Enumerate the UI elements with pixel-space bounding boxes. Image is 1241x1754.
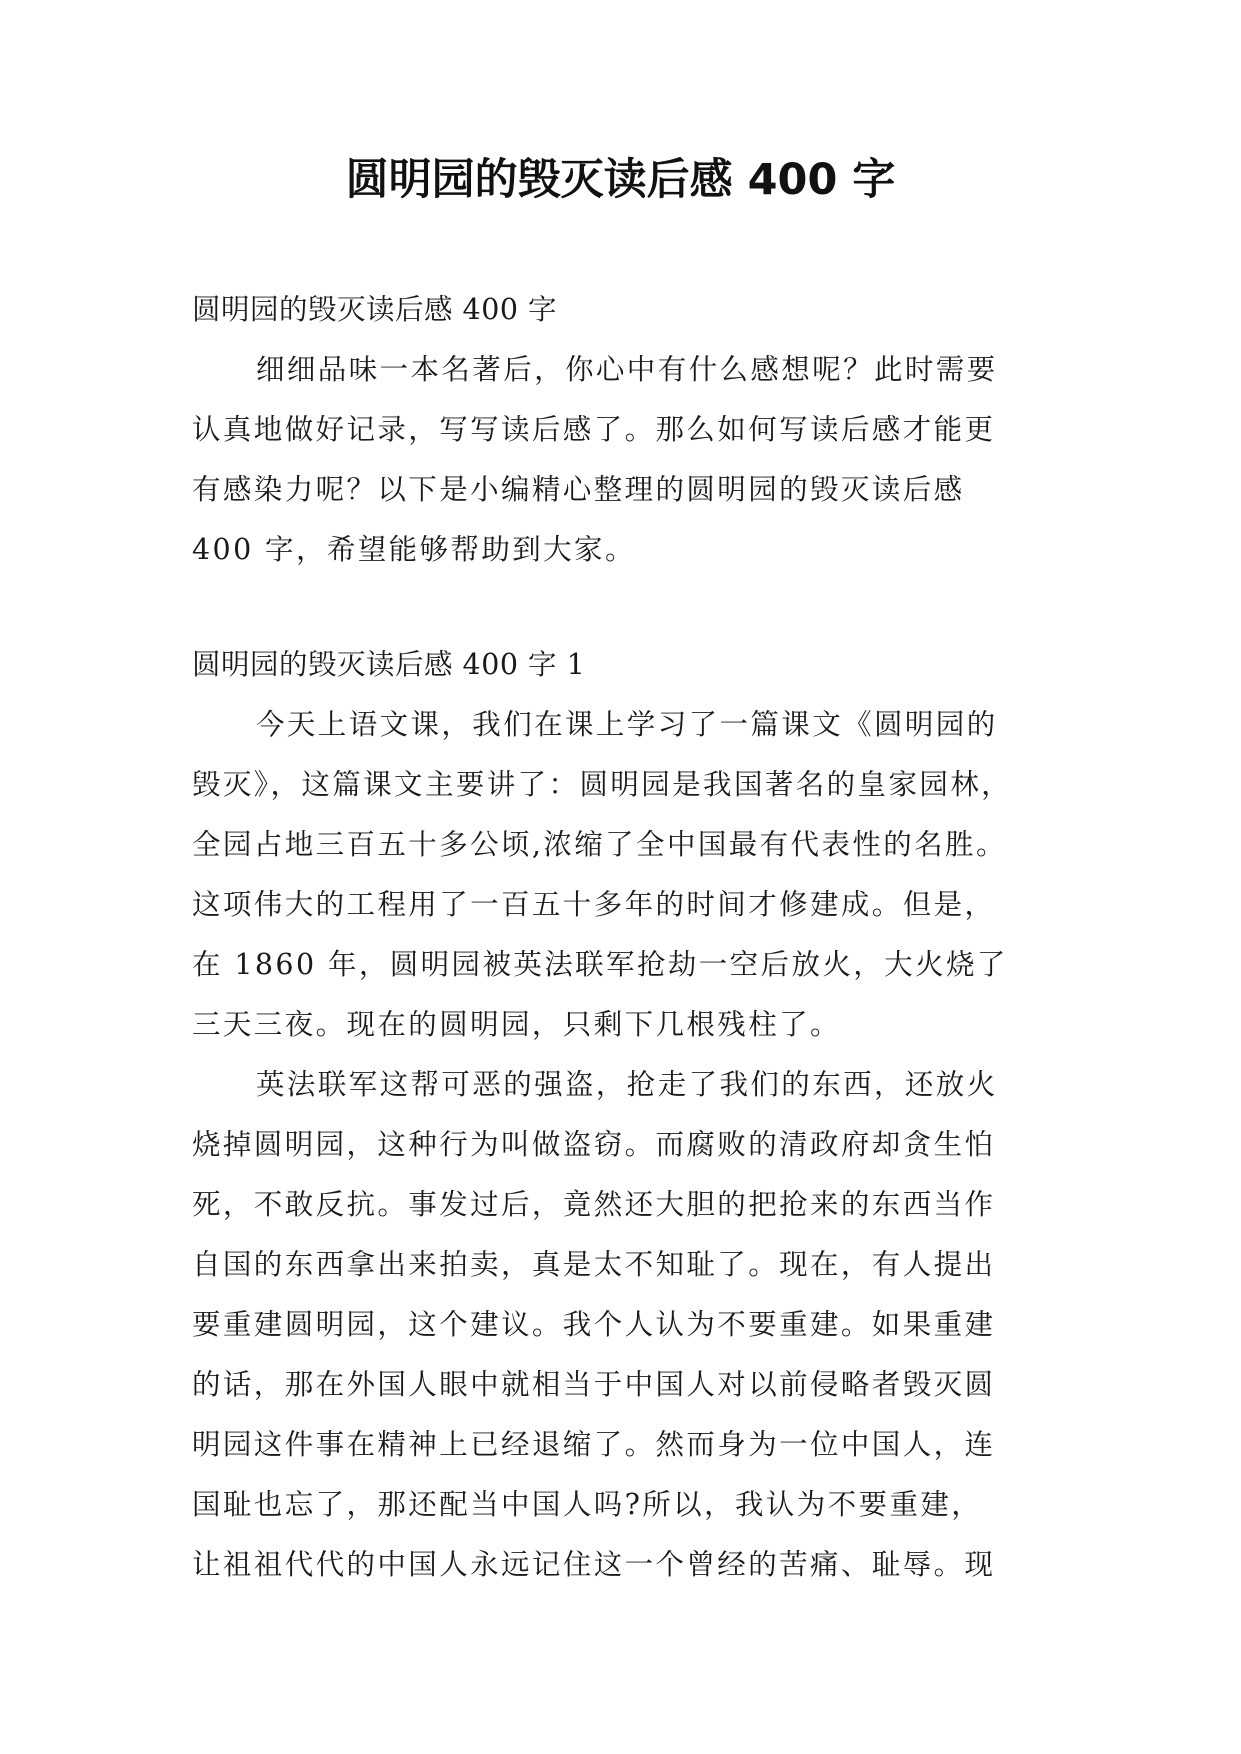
- paragraph1-line-2: 毁灭》，这篇课文主要讲了：圆明园是我国著名的皇家园林，: [192, 768, 1013, 801]
- paragraph2-line-7: 明园这件事在精神上已经退缩了。然而身为一位中国人，连: [192, 1428, 996, 1461]
- paragraph2-line-4: 自国的东西拿出来拍卖，真是太不知耻了。现在，有人提出: [192, 1248, 996, 1281]
- intro-line-4: 400 字，希望能够帮助到大家。: [192, 533, 636, 566]
- section-spacer: [192, 580, 1062, 635]
- paragraph2-line-9: 让祖祖代代的中国人永远记住这一个曾经的苦痛、耻辱。现: [192, 1548, 996, 1581]
- paragraph2-line-6: 的话，那在外国人眼中就相当于中国人对以前侵略者毁灭圆: [192, 1368, 996, 1401]
- paragraph1-line-3: 全园占地三百五十多公顷,浓缩了全中国最有代表性的名胜。: [192, 828, 1007, 861]
- intro-line-1: 细细品味一本名著后，你心中有什么感想呢？此时需要: [256, 353, 998, 386]
- paragraph2-line-8: 国耻也忘了，那还配当中国人吗?所以，我认为不要重建，: [192, 1488, 983, 1521]
- paragraph1-line-4: 这项伟大的工程用了一百五十多年的时间才修建成。但是，: [192, 888, 996, 921]
- intro-line-2: 认真地做好记录，写写读后感了。那么如何写读后感才能更: [192, 413, 996, 446]
- paragraph1-line-5: 在 1860 年，圆明园被英法联军抢劫一空后放火，大火烧了: [192, 948, 1008, 981]
- intro-heading: 圆明园的毁灭读后感 400 字: [192, 293, 558, 326]
- intro-line-3: 有感染力呢？以下是小编精心整理的圆明园的毁灭读后感: [192, 473, 965, 506]
- paragraph1-line-1: 今天上语文课，我们在课上学习了一篇课文《圆明园的: [256, 708, 998, 741]
- document-title: 圆明园的毁灭读后感 400 字: [345, 155, 896, 205]
- paragraph1-line-6: 三天三夜。现在的圆明园，只剩下几根残柱了。: [192, 1008, 841, 1041]
- paragraph2-line-3: 死，不敢反抗。事发过后，竟然还大胆的把抢来的东西当作: [192, 1188, 996, 1221]
- paragraph2-line-5: 要重建圆明园，这个建议。我个人认为不要重建。如果重建: [192, 1308, 996, 1341]
- document-body: [192, 280, 1062, 1595]
- section1-heading: 圆明园的毁灭读后感 400 字 1: [192, 648, 586, 681]
- paragraph2-line-2: 烧掉圆明园，这种行为叫做盗窃。而腐败的清政府却贪生怕: [192, 1128, 996, 1161]
- paragraph2-line-1: 英法联军这帮可恶的强盗，抢走了我们的东西，还放火: [256, 1068, 998, 1101]
